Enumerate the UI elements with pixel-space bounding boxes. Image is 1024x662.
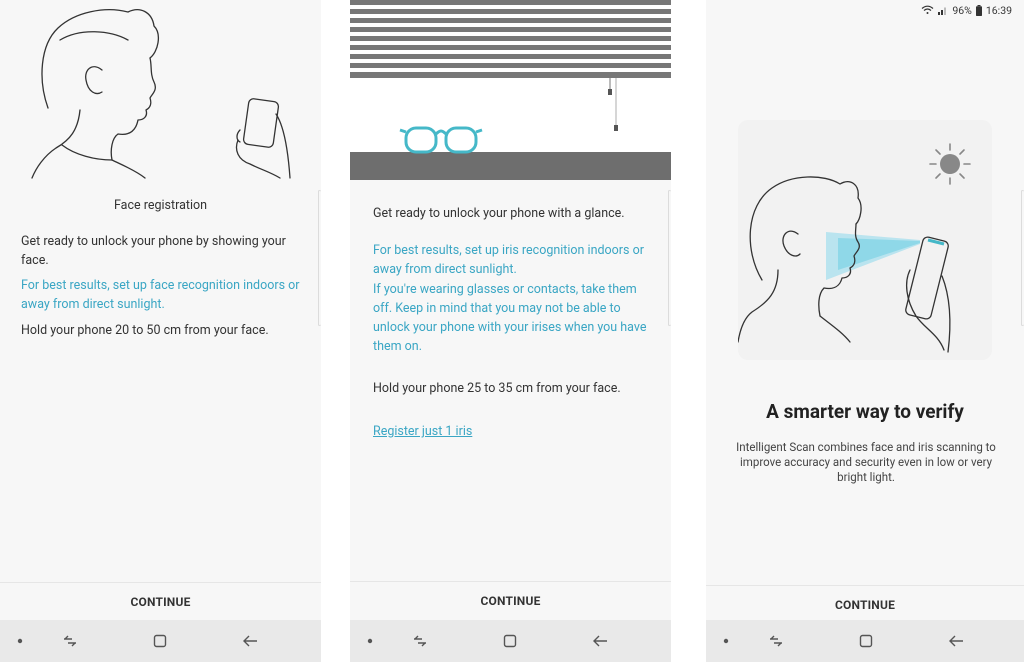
distance-text: Hold your phone 25 to 35 cm from your face. (373, 381, 621, 396)
navigation-bar (350, 620, 671, 662)
scroll-edge-indicator (318, 190, 321, 326)
blinds-glasses-illustration (350, 0, 671, 180)
face-registration-screen (0, 0, 321, 662)
face-registration-illustration (0, 0, 321, 185)
glasses-tip-text: If you're wearing glasses or contacts, take them off. Keep in mind that you may not be able to unlock your phone with your irises when you have them on. (373, 282, 647, 354)
recents-icon[interactable] (764, 620, 788, 662)
tip-text: For best results, set up iris recognition indoors or away from direct sunlight. (373, 243, 644, 277)
description-text: Intelligent Scan combines face and iris scanning to improve accuracy and security even in low or very bright light. (736, 440, 996, 484)
navigation-bar (706, 620, 1024, 662)
home-icon[interactable] (148, 620, 172, 662)
intelligent-scan-illustration (738, 120, 992, 360)
continue-button[interactable]: CONTINUE (0, 582, 321, 620)
continue-button[interactable]: CONTINUE (706, 585, 1024, 623)
status-bar (921, 0, 1012, 20)
instruction-text: Get ready to unlock your phone by showing your face. (21, 234, 286, 268)
scroll-edge-indicator (668, 190, 671, 326)
home-icon[interactable] (498, 620, 522, 662)
clock: 16:39 (985, 3, 1012, 17)
battery-icon (976, 5, 982, 16)
back-icon[interactable] (588, 620, 612, 662)
distance-text: Hold your phone 20 to 50 cm from your face. (21, 323, 269, 338)
iris-registration-screen (350, 0, 671, 662)
tip-text: For best results, set up face recognition indoors or away from direct sunlight. (21, 278, 300, 312)
home-icon[interactable] (854, 620, 878, 662)
page-heading: A smarter way to verify (766, 400, 964, 423)
register-one-iris-link[interactable]: Register just 1 iris (373, 424, 473, 439)
battery-percent: 96% (952, 3, 972, 17)
recents-icon[interactable] (408, 620, 432, 662)
page-title: Face registration (113, 198, 208, 213)
signal-icon (938, 5, 948, 15)
continue-button[interactable]: CONTINUE (350, 581, 671, 619)
instruction-text: Get ready to unlock your phone with a glance. (373, 206, 625, 221)
back-icon[interactable] (238, 620, 262, 662)
navigation-bar (0, 620, 321, 662)
recents-icon[interactable] (58, 620, 82, 662)
back-icon[interactable] (944, 620, 968, 662)
dot-icon[interactable] (10, 620, 30, 662)
intelligent-scan-screen (706, 0, 1024, 662)
dot-icon[interactable] (716, 620, 736, 662)
dot-icon[interactable] (360, 620, 380, 662)
wifi-icon (921, 5, 934, 15)
